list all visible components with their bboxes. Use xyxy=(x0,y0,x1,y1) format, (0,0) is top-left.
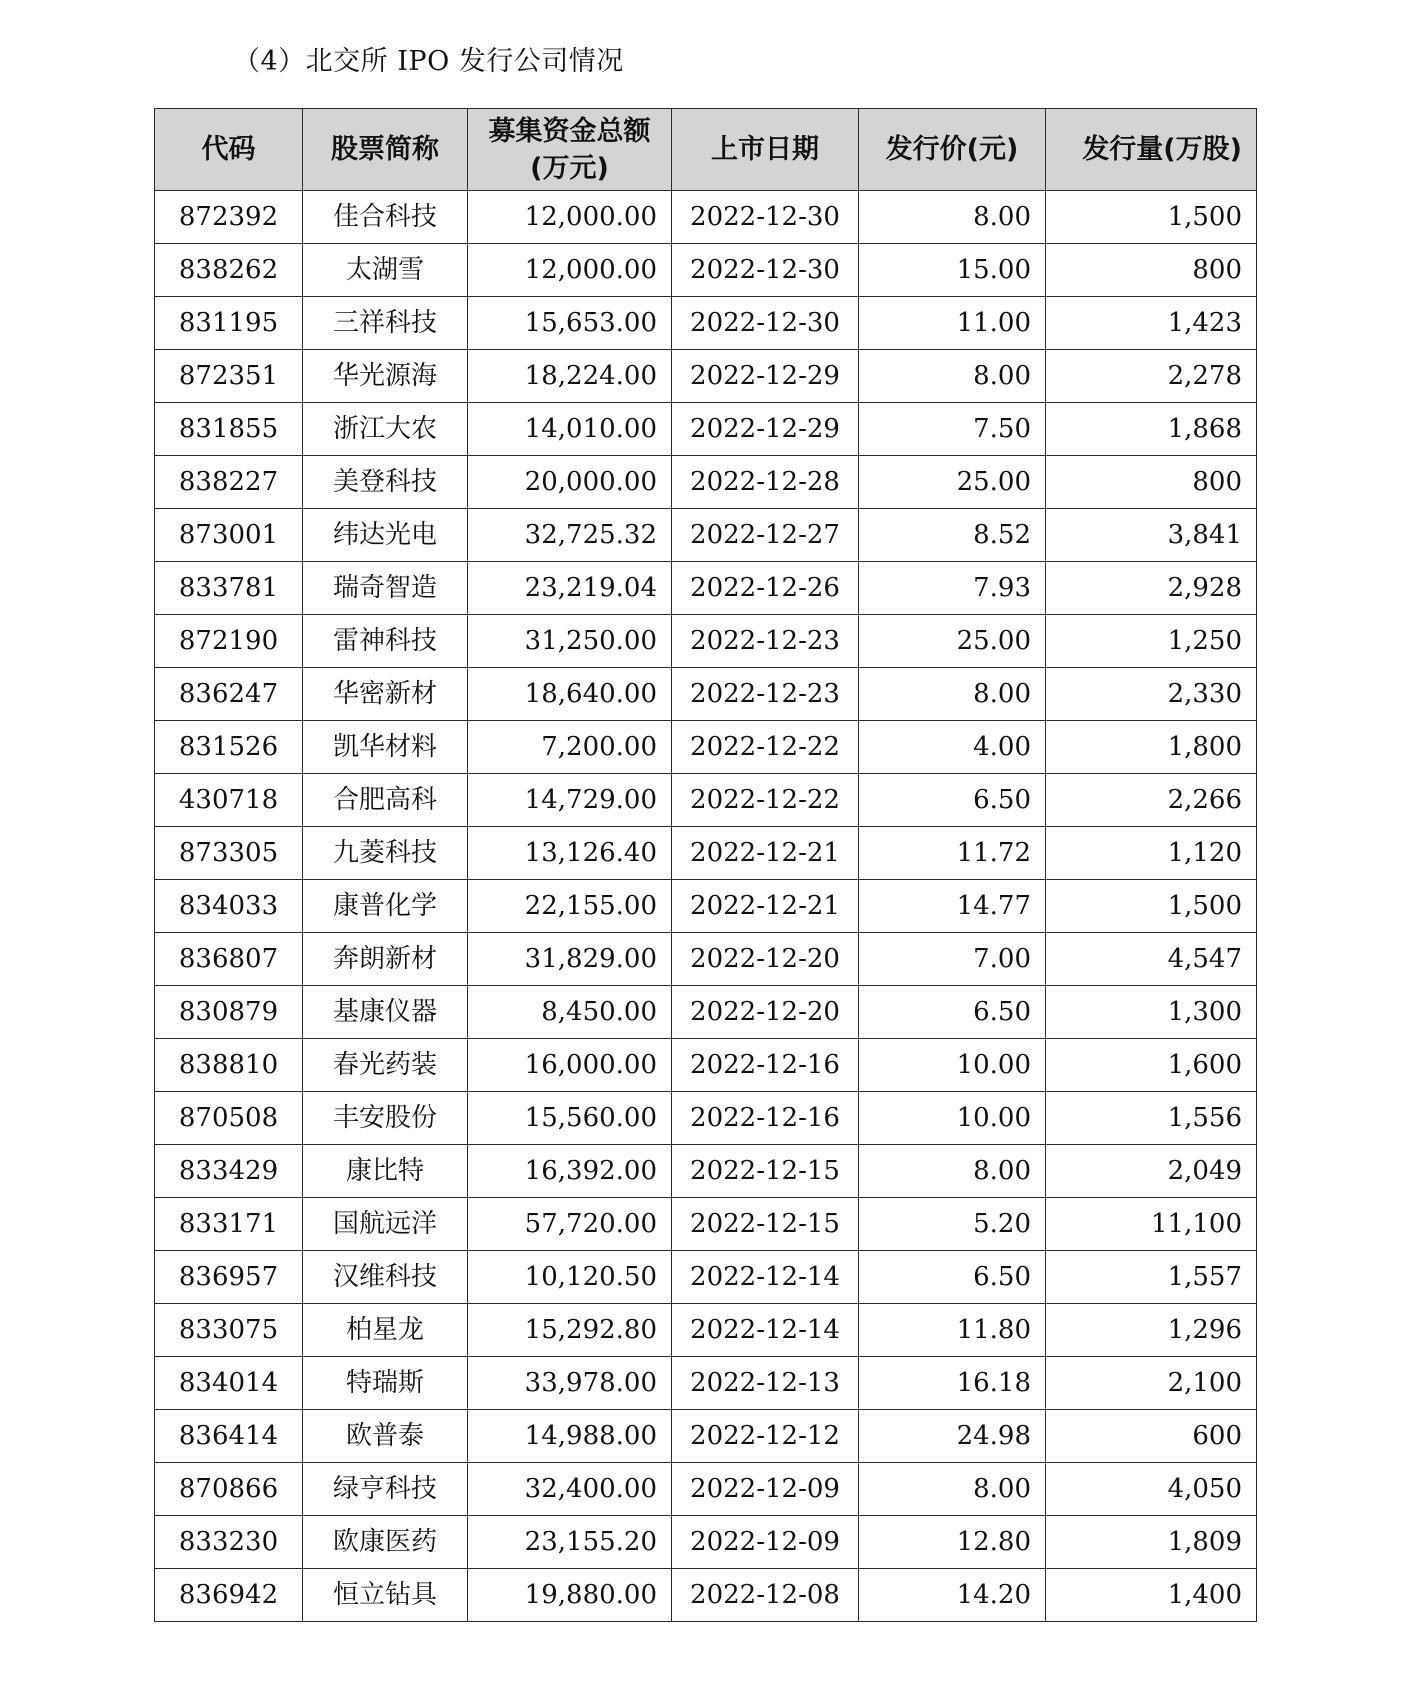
cell-amount: 13,126.40 xyxy=(468,827,672,880)
header-amount: 募集资金总额(万元) xyxy=(468,109,672,191)
cell-name: 太湖雪 xyxy=(303,244,468,297)
cell-date: 2022-12-29 xyxy=(672,403,859,456)
cell-amount: 31,250.00 xyxy=(468,615,672,668)
cell-price: 4.00 xyxy=(859,721,1046,774)
cell-name: 华光源海 xyxy=(303,350,468,403)
cell-code: 838262 xyxy=(155,244,303,297)
cell-volume: 800 xyxy=(1046,244,1257,297)
cell-date: 2022-12-21 xyxy=(672,880,859,933)
cell-amount: 23,219.04 xyxy=(468,562,672,615)
cell-code: 836807 xyxy=(155,933,303,986)
cell-price: 11.72 xyxy=(859,827,1046,880)
cell-price: 25.00 xyxy=(859,615,1046,668)
cell-date: 2022-12-23 xyxy=(672,668,859,721)
cell-name: 九菱科技 xyxy=(303,827,468,880)
cell-price: 5.20 xyxy=(859,1198,1046,1251)
cell-name: 丰安股份 xyxy=(303,1092,468,1145)
cell-name: 凯华材料 xyxy=(303,721,468,774)
cell-name: 特瑞斯 xyxy=(303,1357,468,1410)
table-row xyxy=(155,1251,1257,1304)
cell-volume: 11,100 xyxy=(1046,1198,1257,1251)
cell-amount: 8,450.00 xyxy=(468,986,672,1039)
cell-price: 6.50 xyxy=(859,986,1046,1039)
cell-volume: 1,296 xyxy=(1046,1304,1257,1357)
cell-code: 834014 xyxy=(155,1357,303,1410)
cell-volume: 1,557 xyxy=(1046,1251,1257,1304)
table-row xyxy=(155,509,1257,562)
cell-amount: 12,000.00 xyxy=(468,244,672,297)
table-row xyxy=(155,774,1257,827)
table-row xyxy=(155,297,1257,350)
cell-volume: 1,250 xyxy=(1046,615,1257,668)
cell-code: 430718 xyxy=(155,774,303,827)
cell-price: 7.93 xyxy=(859,562,1046,615)
cell-code: 831526 xyxy=(155,721,303,774)
cell-price: 8.52 xyxy=(859,509,1046,562)
cell-volume: 1,120 xyxy=(1046,827,1257,880)
cell-amount: 18,224.00 xyxy=(468,350,672,403)
cell-price: 12.80 xyxy=(859,1516,1046,1569)
cell-date: 2022-12-30 xyxy=(672,244,859,297)
cell-name: 欧康医药 xyxy=(303,1516,468,1569)
table-row xyxy=(155,880,1257,933)
cell-code: 833075 xyxy=(155,1304,303,1357)
cell-volume: 1,500 xyxy=(1046,880,1257,933)
cell-volume: 1,868 xyxy=(1046,403,1257,456)
cell-amount: 15,560.00 xyxy=(468,1092,672,1145)
cell-date: 2022-12-12 xyxy=(672,1410,859,1463)
cell-volume: 2,266 xyxy=(1046,774,1257,827)
cell-amount: 14,010.00 xyxy=(468,403,672,456)
cell-name: 合肥高科 xyxy=(303,774,468,827)
cell-name: 雷神科技 xyxy=(303,615,468,668)
header-code: 代码 xyxy=(155,109,303,191)
cell-volume: 2,049 xyxy=(1046,1145,1257,1198)
cell-volume: 1,400 xyxy=(1046,1569,1257,1622)
cell-price: 15.00 xyxy=(859,244,1046,297)
header-volume: 发行量(万股) xyxy=(1046,109,1257,191)
cell-amount: 16,392.00 xyxy=(468,1145,672,1198)
cell-date: 2022-12-16 xyxy=(672,1092,859,1145)
cell-code: 833171 xyxy=(155,1198,303,1251)
cell-price: 7.00 xyxy=(859,933,1046,986)
cell-volume: 2,330 xyxy=(1046,668,1257,721)
cell-volume: 600 xyxy=(1046,1410,1257,1463)
cell-price: 8.00 xyxy=(859,350,1046,403)
cell-code: 873305 xyxy=(155,827,303,880)
cell-name: 纬达光电 xyxy=(303,509,468,562)
cell-price: 8.00 xyxy=(859,1463,1046,1516)
cell-name: 康普化学 xyxy=(303,880,468,933)
cell-date: 2022-12-09 xyxy=(672,1463,859,1516)
header-date: 上市日期 xyxy=(672,109,859,191)
cell-code: 873001 xyxy=(155,509,303,562)
cell-amount: 20,000.00 xyxy=(468,456,672,509)
table-row xyxy=(155,191,1257,244)
cell-price: 6.50 xyxy=(859,1251,1046,1304)
cell-price: 25.00 xyxy=(859,456,1046,509)
cell-price: 24.98 xyxy=(859,1410,1046,1463)
cell-date: 2022-12-20 xyxy=(672,986,859,1039)
table-row xyxy=(155,562,1257,615)
cell-amount: 18,640.00 xyxy=(468,668,672,721)
cell-date: 2022-12-28 xyxy=(672,456,859,509)
cell-code: 838810 xyxy=(155,1039,303,1092)
cell-volume: 4,050 xyxy=(1046,1463,1257,1516)
table-row xyxy=(155,1039,1257,1092)
cell-date: 2022-12-27 xyxy=(672,509,859,562)
cell-name: 华密新材 xyxy=(303,668,468,721)
cell-volume: 1,800 xyxy=(1046,721,1257,774)
cell-code: 834033 xyxy=(155,880,303,933)
cell-price: 16.18 xyxy=(859,1357,1046,1410)
cell-name: 春光药装 xyxy=(303,1039,468,1092)
cell-code: 838227 xyxy=(155,456,303,509)
table-row xyxy=(155,244,1257,297)
cell-code: 872392 xyxy=(155,191,303,244)
cell-code: 833230 xyxy=(155,1516,303,1569)
table-row xyxy=(155,1198,1257,1251)
cell-volume: 1,600 xyxy=(1046,1039,1257,1092)
table-row xyxy=(155,1304,1257,1357)
cell-date: 2022-12-08 xyxy=(672,1569,859,1622)
cell-name: 浙江大农 xyxy=(303,403,468,456)
cell-name: 基康仪器 xyxy=(303,986,468,1039)
cell-code: 836414 xyxy=(155,1410,303,1463)
cell-name: 汉维科技 xyxy=(303,1251,468,1304)
cell-amount: 10,120.50 xyxy=(468,1251,672,1304)
cell-amount: 31,829.00 xyxy=(468,933,672,986)
cell-amount: 23,155.20 xyxy=(468,1516,672,1569)
table-row xyxy=(155,1569,1257,1622)
cell-name: 奔朗新材 xyxy=(303,933,468,986)
cell-price: 11.00 xyxy=(859,297,1046,350)
cell-amount: 32,725.32 xyxy=(468,509,672,562)
cell-volume: 4,547 xyxy=(1046,933,1257,986)
cell-volume: 1,300 xyxy=(1046,986,1257,1039)
table-body xyxy=(155,191,1257,1622)
cell-name: 康比特 xyxy=(303,1145,468,1198)
header-price: 发行价(元) xyxy=(859,109,1046,191)
cell-amount: 14,988.00 xyxy=(468,1410,672,1463)
table-row xyxy=(155,668,1257,721)
table-header xyxy=(155,109,1257,191)
table-row xyxy=(155,721,1257,774)
cell-price: 8.00 xyxy=(859,191,1046,244)
cell-date: 2022-12-26 xyxy=(672,562,859,615)
section-heading: （4）北交所 IPO 发行公司情况 xyxy=(233,46,624,77)
cell-code: 831855 xyxy=(155,403,303,456)
header-row xyxy=(155,109,1257,191)
cell-amount: 16,000.00 xyxy=(468,1039,672,1092)
cell-amount: 15,653.00 xyxy=(468,297,672,350)
table-row xyxy=(155,1463,1257,1516)
cell-code: 836942 xyxy=(155,1569,303,1622)
cell-date: 2022-12-22 xyxy=(672,774,859,827)
cell-price: 6.50 xyxy=(859,774,1046,827)
table-row xyxy=(155,933,1257,986)
cell-code: 872351 xyxy=(155,350,303,403)
cell-date: 2022-12-29 xyxy=(672,350,859,403)
cell-volume: 2,928 xyxy=(1046,562,1257,615)
table-row xyxy=(155,350,1257,403)
table-row xyxy=(155,1357,1257,1410)
cell-name: 佳合科技 xyxy=(303,191,468,244)
cell-price: 10.00 xyxy=(859,1092,1046,1145)
cell-date: 2022-12-14 xyxy=(672,1251,859,1304)
cell-price: 14.77 xyxy=(859,880,1046,933)
cell-name: 美登科技 xyxy=(303,456,468,509)
cell-price: 8.00 xyxy=(859,668,1046,721)
cell-code: 872190 xyxy=(155,615,303,668)
cell-amount: 7,200.00 xyxy=(468,721,672,774)
cell-date: 2022-12-09 xyxy=(672,1516,859,1569)
cell-date: 2022-12-14 xyxy=(672,1304,859,1357)
cell-price: 7.50 xyxy=(859,403,1046,456)
table-row xyxy=(155,456,1257,509)
cell-volume: 2,278 xyxy=(1046,350,1257,403)
table-row xyxy=(155,827,1257,880)
cell-price: 10.00 xyxy=(859,1039,1046,1092)
cell-date: 2022-12-22 xyxy=(672,721,859,774)
cell-date: 2022-12-15 xyxy=(672,1145,859,1198)
cell-code: 836247 xyxy=(155,668,303,721)
table-row xyxy=(155,1145,1257,1198)
header-name: 股票简称 xyxy=(303,109,468,191)
cell-volume: 1,500 xyxy=(1046,191,1257,244)
cell-volume: 800 xyxy=(1046,456,1257,509)
cell-volume: 3,841 xyxy=(1046,509,1257,562)
cell-volume: 1,556 xyxy=(1046,1092,1257,1145)
cell-amount: 19,880.00 xyxy=(468,1569,672,1622)
cell-code: 830879 xyxy=(155,986,303,1039)
cell-name: 三祥科技 xyxy=(303,297,468,350)
cell-date: 2022-12-30 xyxy=(672,191,859,244)
cell-date: 2022-12-16 xyxy=(672,1039,859,1092)
cell-date: 2022-12-23 xyxy=(672,615,859,668)
cell-date: 2022-12-15 xyxy=(672,1198,859,1251)
cell-name: 恒立钻具 xyxy=(303,1569,468,1622)
table-row xyxy=(155,615,1257,668)
cell-amount: 33,978.00 xyxy=(468,1357,672,1410)
cell-amount: 57,720.00 xyxy=(468,1198,672,1251)
cell-code: 831195 xyxy=(155,297,303,350)
cell-price: 8.00 xyxy=(859,1145,1046,1198)
cell-volume: 1,809 xyxy=(1046,1516,1257,1569)
cell-date: 2022-12-20 xyxy=(672,933,859,986)
cell-code: 833781 xyxy=(155,562,303,615)
cell-price: 14.20 xyxy=(859,1569,1046,1622)
cell-name: 欧普泰 xyxy=(303,1410,468,1463)
cell-amount: 22,155.00 xyxy=(468,880,672,933)
cell-amount: 14,729.00 xyxy=(468,774,672,827)
table-row xyxy=(155,1410,1257,1463)
cell-volume: 2,100 xyxy=(1046,1357,1257,1410)
cell-code: 836957 xyxy=(155,1251,303,1304)
table-row xyxy=(155,1516,1257,1569)
cell-name: 瑞奇智造 xyxy=(303,562,468,615)
ipo-table xyxy=(154,108,1257,1622)
cell-amount: 32,400.00 xyxy=(468,1463,672,1516)
cell-name: 绿亨科技 xyxy=(303,1463,468,1516)
table-row xyxy=(155,986,1257,1039)
cell-price: 11.80 xyxy=(859,1304,1046,1357)
cell-date: 2022-12-21 xyxy=(672,827,859,880)
cell-amount: 15,292.80 xyxy=(468,1304,672,1357)
cell-name: 柏星龙 xyxy=(303,1304,468,1357)
cell-name: 国航远洋 xyxy=(303,1198,468,1251)
cell-date: 2022-12-13 xyxy=(672,1357,859,1410)
cell-code: 833429 xyxy=(155,1145,303,1198)
table-row xyxy=(155,1092,1257,1145)
cell-volume: 1,423 xyxy=(1046,297,1257,350)
cell-code: 870508 xyxy=(155,1092,303,1145)
cell-code: 870866 xyxy=(155,1463,303,1516)
table-row xyxy=(155,403,1257,456)
cell-amount: 12,000.00 xyxy=(468,191,672,244)
cell-date: 2022-12-30 xyxy=(672,297,859,350)
